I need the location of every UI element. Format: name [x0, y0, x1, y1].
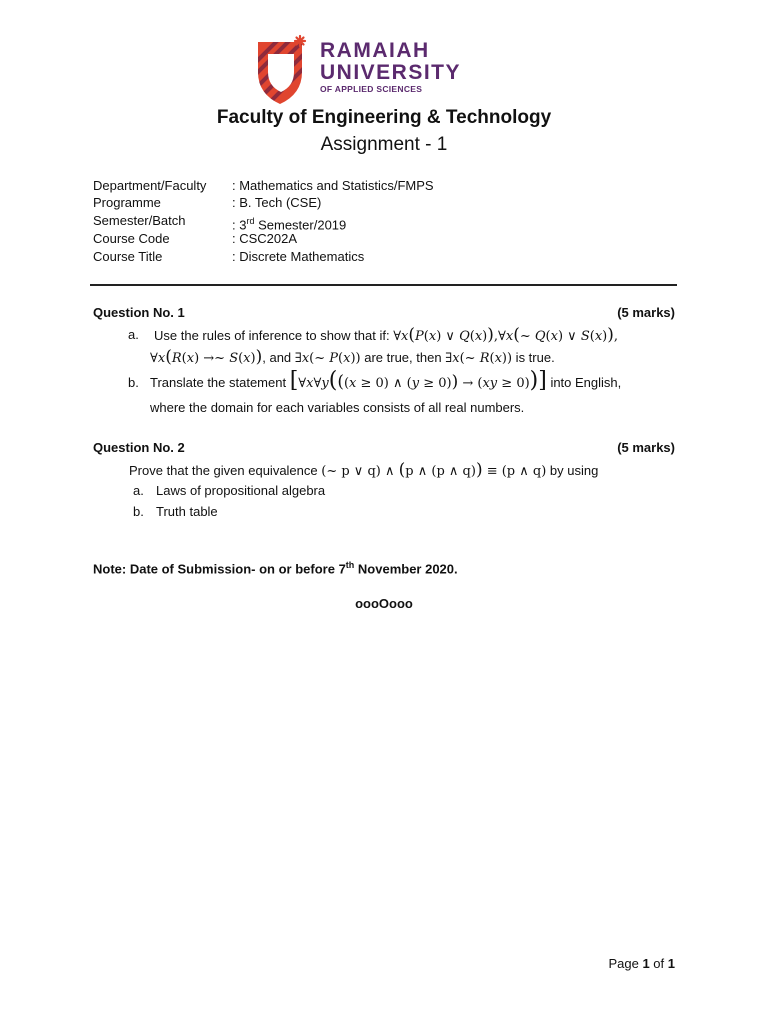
info-value-course-title: : Discrete Mathematics [232, 249, 365, 264]
q1b-line-2: where the domain for each variables consists of all real numbers. [150, 400, 525, 415]
info-value-programme: : B. Tech (CSE) [232, 195, 322, 210]
logo-line-3: OF APPLIED SCIENCES [320, 84, 423, 94]
q1a-line-2: ∀x(R(x) →~ S(x)), and ∃x(~ P(x)) are true, then ∃x(~ R(x)) is true. [150, 347, 555, 367]
logo-emblem-icon [254, 34, 318, 106]
university-logo [254, 34, 466, 106]
info-value-course-code: : CSC202A [232, 231, 298, 246]
q2b-text: Truth table [156, 504, 218, 519]
q1-title: Question No. 1 [93, 305, 185, 320]
q2-title: Question No. 2 [93, 440, 185, 455]
q1a-line-1: Use the rules of inference to show that if: ∀x(P(x) ∨ Q(x)),∀x(~ Q(x) ∨ S(x)), [154, 325, 619, 345]
assignment-title: Assignment - 1 [320, 134, 448, 155]
q1b-line-1: Translate the statement [∀x∀y(((x ≥ 0) ∧ (y ≥ 0)) → (xy ≥ 0))] into English, [150, 368, 622, 393]
q2-statement: Prove that the given equivalence (~ p ∨ q) ∧ (p ∧ (p ∧ q)) ≡ (p ∧ q) by using [129, 460, 599, 480]
q2a-text: Laws of propositional algebra [156, 483, 326, 498]
q1a-label: a. [128, 327, 139, 342]
end-mark: oooOooo [355, 596, 413, 611]
info-label-course-code: Course Code [93, 231, 170, 246]
q1b-label: b. [128, 375, 139, 390]
header-divider [90, 284, 677, 286]
info-label-course-title: Course Title [93, 249, 163, 264]
q2b-label: b. [133, 504, 144, 519]
q2a-label: a. [133, 483, 144, 498]
info-label-programme: Programme [93, 195, 161, 210]
info-value-department: : Mathematics and Statistics/FMPS [232, 178, 434, 193]
page-number: Page 1 of 1 [608, 956, 675, 971]
q2-marks: (5 marks) [617, 440, 675, 455]
info-label-semester: Semester/Batch [93, 213, 186, 228]
q1-marks: (5 marks) [617, 305, 675, 320]
logo-line-2: UNIVERSITY [320, 61, 462, 84]
info-value-semester: : 3rd Semester/2019 [232, 216, 347, 233]
submission-note: Note: Date of Submission- on or before 7th November 2020. [93, 560, 458, 577]
logo-line-1: RAMAIAH [320, 39, 430, 62]
faculty-title: Faculty of Engineering & Technology [216, 107, 552, 128]
info-label-department: Department/Faculty [93, 178, 207, 193]
